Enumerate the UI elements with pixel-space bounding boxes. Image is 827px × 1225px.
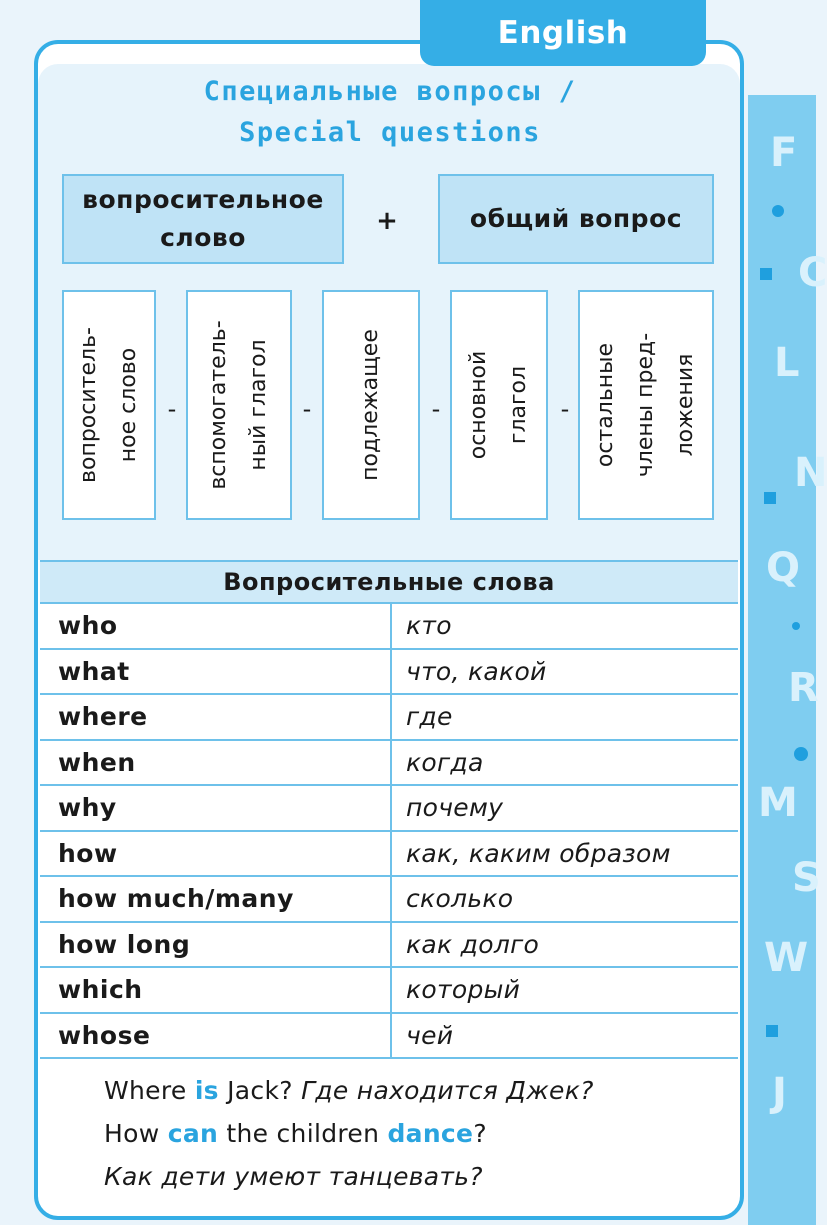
word-ru: почему	[390, 786, 738, 830]
decor-dot	[760, 268, 772, 280]
formula-question-word	[62, 174, 344, 264]
decor-letter: R	[788, 665, 819, 711]
order-other-members	[578, 290, 714, 520]
word-en: how	[58, 838, 118, 868]
order-auxiliary-verb	[186, 290, 292, 520]
example-text: the children	[218, 1119, 388, 1148]
example-sentence-2	[104, 1119, 487, 1148]
word-ru: сколько	[390, 877, 738, 921]
example-highlight: can	[167, 1119, 219, 1148]
decor-letter: W	[764, 935, 809, 981]
table-row	[40, 832, 738, 878]
card-title-ru: Специальные вопросы /	[203, 76, 577, 107]
word-en: who	[58, 611, 118, 641]
table-row	[40, 1014, 738, 1060]
word-en: when	[58, 747, 136, 777]
word-ru: кто	[390, 604, 738, 648]
table-row	[40, 604, 738, 650]
word-en: what	[58, 656, 130, 686]
table-row	[40, 741, 738, 787]
decor-dot	[792, 622, 800, 630]
decor-letter: S	[792, 855, 821, 901]
decor-letter: L	[774, 340, 800, 386]
word-ru: чей	[390, 1014, 738, 1058]
decor-letter: F	[770, 130, 798, 176]
decor-letter: C	[798, 250, 827, 296]
decor-letter: Q	[766, 545, 801, 591]
word-ru: где	[390, 695, 738, 739]
decorative-letter-strip	[748, 95, 827, 1225]
example-text: Where	[104, 1076, 195, 1105]
card-title-en: Special questions	[239, 117, 541, 148]
example-translation-2: Как дети умеют танцевать?	[104, 1162, 483, 1191]
table-row	[40, 877, 738, 923]
decor-letter: M	[758, 780, 798, 826]
question-words-table	[40, 604, 738, 1059]
word-ru: когда	[390, 741, 738, 785]
order-main-verb	[450, 290, 548, 520]
formula-question-word-label: вопросительное слово	[82, 185, 324, 252]
word-en: which	[58, 975, 143, 1005]
example-highlight: dance	[387, 1119, 474, 1148]
subject-tab	[420, 0, 706, 66]
decor-letter: J	[772, 1070, 787, 1116]
word-en: where	[58, 702, 148, 732]
order-subject	[322, 290, 420, 520]
order-label: основной глагол	[466, 350, 531, 460]
word-ru: как, каким образом	[390, 832, 738, 876]
subject-tab-label: English	[497, 15, 629, 51]
table-row	[40, 650, 738, 696]
table-row	[40, 923, 738, 969]
example-text: Jack?	[218, 1076, 302, 1105]
decor-letter: N	[794, 450, 827, 496]
decor-dot	[766, 1025, 778, 1037]
decor-dot	[794, 747, 808, 761]
example-translation: Где находится Джек?	[301, 1076, 594, 1105]
formula-general-question	[438, 174, 714, 264]
example-highlight: is	[194, 1076, 219, 1105]
order-separator: -	[167, 395, 177, 423]
table-row	[40, 968, 738, 1014]
formula-general-question-label: общий вопрос	[469, 204, 683, 233]
example-text: ?	[473, 1119, 487, 1148]
formula-plus: +	[376, 206, 398, 236]
example-sentence-1	[104, 1076, 594, 1105]
table-row	[40, 786, 738, 832]
order-label: подлежащее	[358, 329, 383, 481]
example-text: How	[104, 1119, 168, 1148]
order-label: остальные члены пред- ложения	[593, 332, 698, 478]
word-en: how long	[58, 929, 191, 959]
question-words-header: Вопросительные слова	[40, 560, 738, 604]
table-row	[40, 695, 738, 741]
word-ru: как долго	[390, 923, 738, 967]
order-question-word	[62, 290, 156, 520]
word-en: why	[58, 793, 117, 823]
word-en: whose	[58, 1020, 151, 1050]
order-separator: -	[431, 395, 441, 423]
word-ru: что, какой	[390, 650, 738, 694]
decor-dot	[772, 205, 784, 217]
word-ru: который	[390, 968, 738, 1012]
order-label: вспомогатель- ный глагол	[206, 320, 271, 490]
order-separator: -	[560, 395, 570, 423]
order-label: вопроситель- ное слово	[76, 327, 141, 483]
order-separator: -	[302, 395, 312, 423]
word-en: how much/many	[58, 884, 294, 914]
decor-dot	[764, 492, 776, 504]
